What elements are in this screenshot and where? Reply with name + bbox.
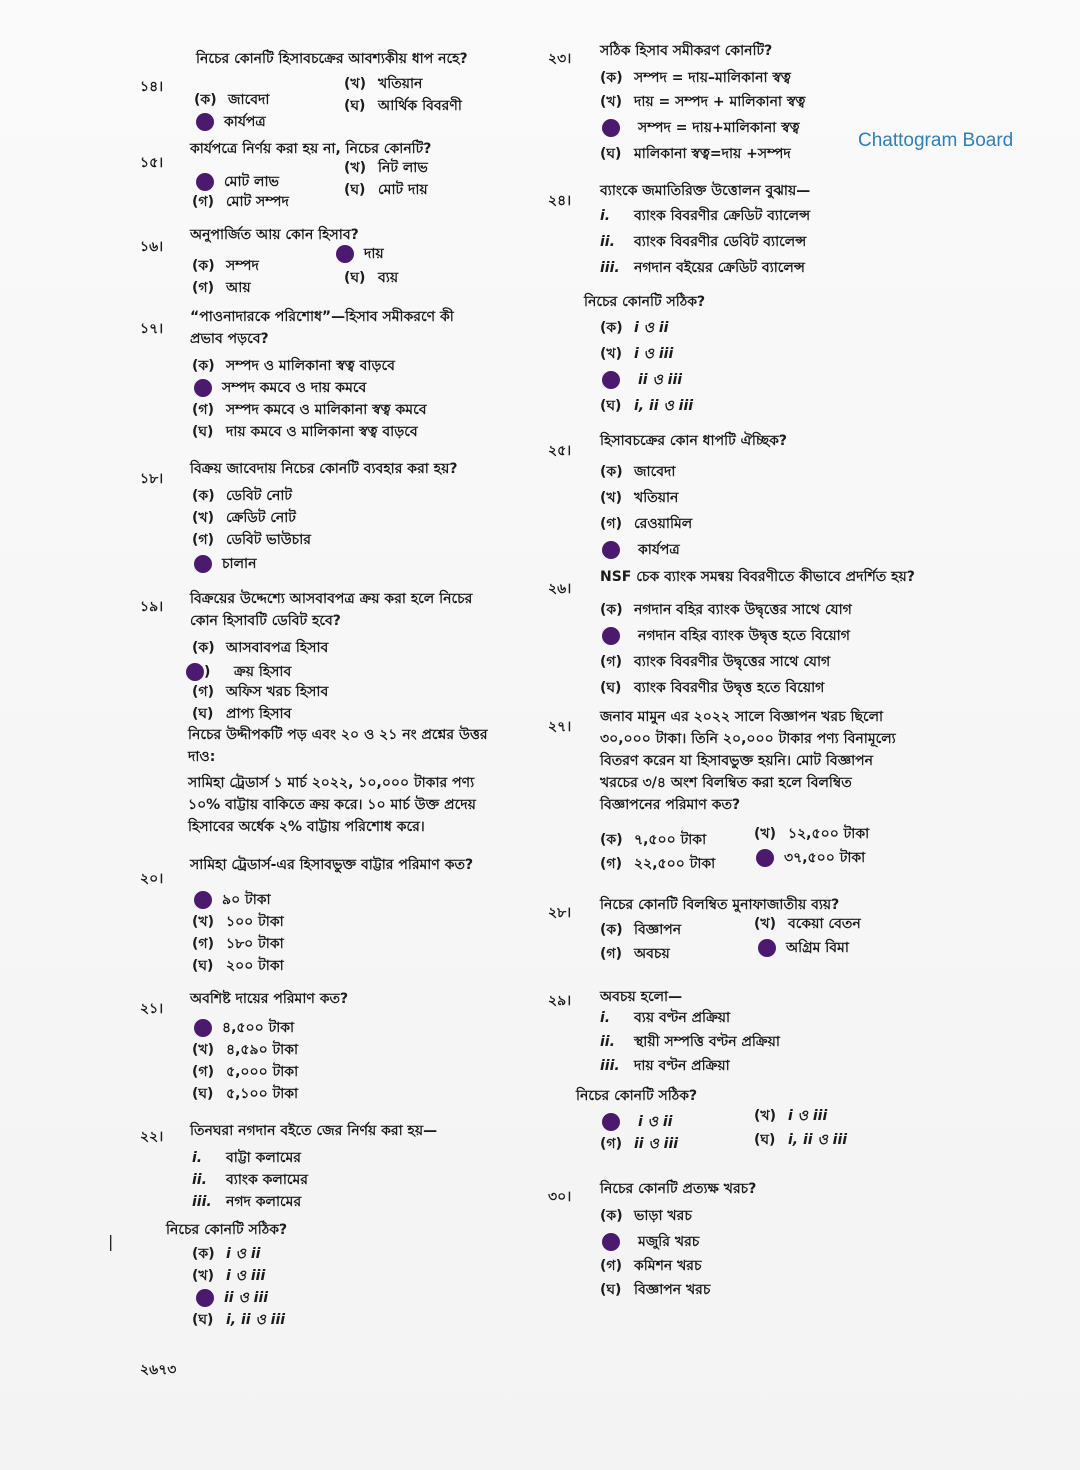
answer-dot-icon xyxy=(602,627,620,645)
statement: iii. দায় বণ্টন প্রক্রিয়া xyxy=(600,1058,730,1074)
answer-dot-icon xyxy=(194,379,212,397)
answer-dot-icon xyxy=(336,245,354,263)
question-number: ১৮। xyxy=(140,471,164,487)
answer-dot-icon xyxy=(196,173,214,191)
question-text: কার্যপত্রে নির্ণয় করা হয় না, নিচের কোনটি? xyxy=(190,141,432,157)
option[interactable]: (ক) সম্পদ xyxy=(192,258,259,274)
option[interactable]: (খ) খতিয়ান xyxy=(600,490,679,506)
option[interactable]: (ক) জাবেদা xyxy=(600,464,676,480)
question-text: নিচের কোনটি প্রত্যক্ষ খরচ? xyxy=(600,1181,757,1197)
option[interactable]: (গ) আয় xyxy=(192,280,251,296)
question-text: NSF চেক ব্যাংক সমন্বয় বিবরণীতে কীভাবে প্রদর্শিত হয়? xyxy=(600,569,915,585)
option[interactable]: (ঘ) প্রাপ্য হিসাব xyxy=(192,706,292,722)
question-number: ১৯। xyxy=(140,599,164,615)
question-text: হিসাবচক্রের কোন ধাপটি ঐচ্ছিক? xyxy=(600,433,788,449)
option-selected[interactable]: ৩৭,৫০০ টাকা xyxy=(756,846,865,870)
option[interactable]: (গ) মোট সম্পদ xyxy=(192,194,289,210)
option[interactable]: (ঘ) ৫,১০০ টাকা xyxy=(192,1086,299,1102)
which-correct: নিচের কোনটি সঠিক? xyxy=(584,294,706,310)
statement: i. বাট্টা কলামের xyxy=(192,1150,302,1166)
option[interactable]: (ক) i ও ii xyxy=(600,320,669,336)
question-number: ১৪। xyxy=(140,79,164,95)
question-number: ২০। xyxy=(140,871,164,887)
question-text: নিচের কোনটি বিলম্বিত মুনাফাজাতীয় ব্যয়? xyxy=(600,897,840,913)
answer-dot-icon xyxy=(602,371,620,389)
page-number: ২৬৭৩ xyxy=(140,1362,177,1378)
statement: iii. নগদান বইয়ের ক্রেডিট ব্যালেন্স xyxy=(600,260,805,276)
question-text: অনুপার্জিত আয় কোন হিসাব? xyxy=(190,227,359,243)
option[interactable]: (গ) অবচয় xyxy=(600,946,670,962)
option-selected[interactable]: অগ্রিম বিমা xyxy=(758,936,849,960)
option[interactable]: (ক) নগদান বহির ব্যাংক উদ্বৃত্তের সাথে যোগ xyxy=(600,602,852,618)
answer-dot-icon xyxy=(194,1019,212,1037)
option[interactable]: (খ) i ও iii xyxy=(600,346,674,362)
option[interactable]: (খ) ক্রেডিট নোট xyxy=(192,510,296,526)
option[interactable]: (ঘ) মালিকানা স্বত্ব=দায় +সম্পদ xyxy=(600,146,791,162)
option[interactable]: (ঘ) i, ii ও iii xyxy=(600,398,694,414)
question-number: ২২। xyxy=(140,1129,164,1145)
option[interactable]: (ক) সম্পদ ও মালিকানা স্বত্ব বাড়বে xyxy=(192,358,395,374)
option[interactable]: (খ) ১২,৫০০ টাকা xyxy=(754,826,870,842)
answer-dot-icon xyxy=(756,849,774,867)
option[interactable]: (গ) সম্পদ কমবে ও মালিকানা স্বত্ব কমবে xyxy=(192,402,427,418)
passage-intro: নিচের উদ্দীপকটি পড় এবং ২০ ও ২১ নং প্রশ্নের উত্তর দাও: xyxy=(188,727,488,765)
option[interactable]: (ক) ৭,৫০০ টাকা xyxy=(600,832,707,848)
option[interactable]: (খ) নিট লাভ xyxy=(344,160,428,176)
option-selected[interactable]: মজুরি খরচ xyxy=(602,1230,699,1254)
option-selected[interactable]: কার্যপত্র xyxy=(602,538,680,562)
question-text: সঠিক হিসাব সমীকরণ কোনটি? xyxy=(600,43,773,59)
option[interactable]: (ঘ) ব্যাংক বিবরণীর উদ্বৃত্ত হতে বিয়োগ xyxy=(600,680,825,696)
question-number: ১৫। xyxy=(140,155,164,171)
answer-dot-icon xyxy=(196,1289,214,1307)
option-selected[interactable]: ) ক্রয় হিসাব xyxy=(186,660,291,684)
option[interactable]: (গ) ii ও iii xyxy=(600,1136,679,1152)
statement: iii. নগদ কলামের xyxy=(192,1194,302,1210)
option[interactable]: (ঘ) দায় কমবে ও মালিকানা স্বত্ব বাড়বে xyxy=(192,424,418,440)
option[interactable]: (ক) i ও ii xyxy=(192,1246,261,1262)
answer-dot-icon xyxy=(602,1113,620,1131)
question-text: অবশিষ্ট দায়ের পরিমাণ কত? xyxy=(190,991,349,1007)
question-number: ২৯। xyxy=(548,993,572,1009)
statement: i. ব্যাংক বিবরণীর ক্রেডিট ব্যালেন্স xyxy=(600,208,811,224)
option[interactable]: (খ) খতিয়ান xyxy=(344,76,423,92)
answer-dot-icon xyxy=(194,555,212,573)
answer-dot-icon xyxy=(194,891,212,909)
question-number: ৩০। xyxy=(548,1189,572,1205)
option[interactable]: (ঘ) i, ii ও iii xyxy=(754,1132,848,1148)
question-text: নিচের কোনটি হিসাবচক্রের আবশ্যকীয় ধাপ নহে? xyxy=(196,51,468,67)
question-text: সামিহা ট্রেডার্স-এর হিসাবভুক্ত বাট্টার পরিমাণ কত? xyxy=(190,857,474,873)
question-text: বিক্রয় জাবেদায় নিচের কোনটি ব্যবহার করা হয়? xyxy=(190,461,458,477)
question-text: বিক্রয়ের উদ্দেশ্যে আসবাবপত্র ক্রয় করা হলে নিচের কোন হিসাবটি ডেবিট হবে? xyxy=(190,591,473,629)
option-selected[interactable]: চালান xyxy=(194,552,256,576)
option[interactable]: (ঘ) ব্যয় xyxy=(344,270,399,286)
option[interactable]: (ঘ) বিজ্ঞাপন খরচ xyxy=(600,1282,711,1298)
margin-mark: | xyxy=(108,1232,114,1251)
passage: সামিহা ট্রেডার্স ১ মার্চ ২০২২, ১০,০০০ টাকার পণ্য ১০% বাট্টায় বাকিতে ক্রয় করে। ১০ মার্চ উক্ত প্রদেয় হিসাবের অর্ধেক ২% বাট্টায় পরিশোধ করে। xyxy=(188,775,476,835)
option-selected[interactable]: ৪,৫০০ টাকা xyxy=(194,1016,294,1040)
question-number: ২৩। xyxy=(548,51,572,67)
question-text: “পাওনাদারকে পরিশোধ”—হিসাব সমীকরণে কী প্রভাব পড়বে? xyxy=(190,309,454,347)
question-number: ২৫। xyxy=(548,443,572,459)
option[interactable]: (ঘ) আর্থিক বিবরণী xyxy=(344,98,462,114)
board-label: Chattogram Board xyxy=(858,130,1014,151)
question-text: জনাব মামুন এর ২০২২ সালে বিজ্ঞাপন খরচ ছিলো ৩০,০০০ টাকা। তিনি ২০,০০০ টাকার পণ্য বিনামূল্যে বিতরণ করেন যা হিসাবভুক্ত হয়নি। মোট বিজ্ঞাপন খরচের ৩/৪ অংশ বিলম্বিত করা হলে বিলম্বিত বিজ্ঞাপনের পরিমাণ কত? xyxy=(600,709,896,813)
option[interactable]: (ক) সম্পদ = দায়–মালিকানা স্বত্ব xyxy=(600,70,791,86)
question-number: ১৭। xyxy=(140,321,164,337)
statement: ii. স্থায়ী সম্পত্তি বণ্টন প্রক্রিয়া xyxy=(600,1034,780,1050)
question-text: ব্যাংকে জমাতিরিক্ত উত্তোলন বুঝায়— xyxy=(600,183,811,199)
question-text: তিনঘরা নগদান বইতে জের নির্ণয় করা হয়— xyxy=(190,1123,438,1139)
question-number: ২৭। xyxy=(548,719,572,735)
option-selected[interactable]: সম্পদ = দায়+মালিকানা স্বত্ব xyxy=(602,116,800,140)
statement: i. ব্যয় বণ্টন প্রক্রিয়া xyxy=(600,1010,731,1026)
question-text: অবচয় হলো— xyxy=(600,989,683,1005)
option[interactable]: (ক) আসবাবপত্র হিসাব xyxy=(192,640,329,656)
option[interactable]: (গ) ১৮০ টাকা xyxy=(192,936,284,952)
option[interactable]: (খ) i ও iii xyxy=(192,1268,266,1284)
option[interactable]: (খ) i ও iii xyxy=(754,1108,828,1124)
answer-dot-icon xyxy=(186,663,204,681)
option-selected[interactable]: ii ও iii xyxy=(196,1286,268,1310)
option[interactable]: (খ) ১০০ টাকা xyxy=(192,914,284,930)
statement: ii. ব্যাংক কলামের xyxy=(192,1172,308,1188)
option[interactable]: (গ) ২২,৫০০ টাকা xyxy=(600,856,716,872)
option-selected[interactable]: দায় xyxy=(336,242,384,266)
question-number: ১৬। xyxy=(140,239,164,255)
option[interactable]: (গ) অফিস খরচ হিসাব xyxy=(192,684,329,700)
option-selected[interactable]: মোট লাভ xyxy=(196,170,279,194)
answer-dot-icon xyxy=(602,119,620,137)
option[interactable]: (গ) কমিশন খরচ xyxy=(600,1258,702,1274)
option[interactable]: (খ) দায় = সম্পদ + মালিকানা স্বত্ব xyxy=(600,94,806,110)
option[interactable]: (ক) জাবেদা xyxy=(194,92,270,108)
answer-dot-icon xyxy=(196,113,214,131)
option-selected[interactable]: নগদান বহির ব্যাংক উদ্বৃত্ত হতে বিয়োগ xyxy=(602,624,850,648)
option[interactable]: (ক) ভাড়া খরচ xyxy=(600,1208,692,1224)
answer-dot-icon xyxy=(602,541,620,559)
answer-dot-icon xyxy=(602,1233,620,1251)
statement: ii. ব্যাংক বিবরণীর ডেবিট ব্যালেন্স xyxy=(600,234,807,250)
option[interactable]: (ক) বিজ্ঞাপন xyxy=(600,922,682,938)
question-number: ২৮। xyxy=(548,905,572,921)
option[interactable]: (ক) ডেবিট নোট xyxy=(192,488,293,504)
option[interactable]: (ঘ) i, ii ও iii xyxy=(192,1312,286,1328)
option[interactable]: (গ) ডেবিট ভাউচার xyxy=(192,532,311,548)
option[interactable]: (খ) বকেয়া বেতন xyxy=(754,916,861,932)
option[interactable]: (গ) রেওয়ামিল xyxy=(600,516,693,532)
question-number: ২১। xyxy=(140,1001,164,1017)
option[interactable]: (গ) ৫,০০০ টাকা xyxy=(192,1064,299,1080)
option-selected[interactable]: i ও ii xyxy=(602,1110,672,1134)
option[interactable]: (গ) ব্যাংক বিবরণীর উদ্বৃত্তের সাথে যোগ xyxy=(600,654,831,670)
option[interactable]: (ঘ) ২০০ টাকা xyxy=(192,958,284,974)
option-selected[interactable]: কার্যপত্র xyxy=(196,110,266,134)
option[interactable]: (খ) ৪,৫৯০ টাকা xyxy=(192,1042,299,1058)
question-number: ২৪। xyxy=(548,193,572,209)
option-selected[interactable]: ৯০ টাকা xyxy=(194,888,271,912)
question-number: ২৬। xyxy=(548,581,572,597)
which-correct: নিচের কোনটি সঠিক? xyxy=(576,1088,698,1104)
option-selected[interactable]: ii ও iii xyxy=(602,368,682,392)
option-selected[interactable]: সম্পদ কমবে ও দায় কমবে xyxy=(194,376,366,400)
which-correct: নিচের কোনটি সঠিক? xyxy=(166,1222,288,1238)
option[interactable]: (ঘ) মোট দায় xyxy=(344,182,428,198)
answer-dot-icon xyxy=(758,939,776,957)
